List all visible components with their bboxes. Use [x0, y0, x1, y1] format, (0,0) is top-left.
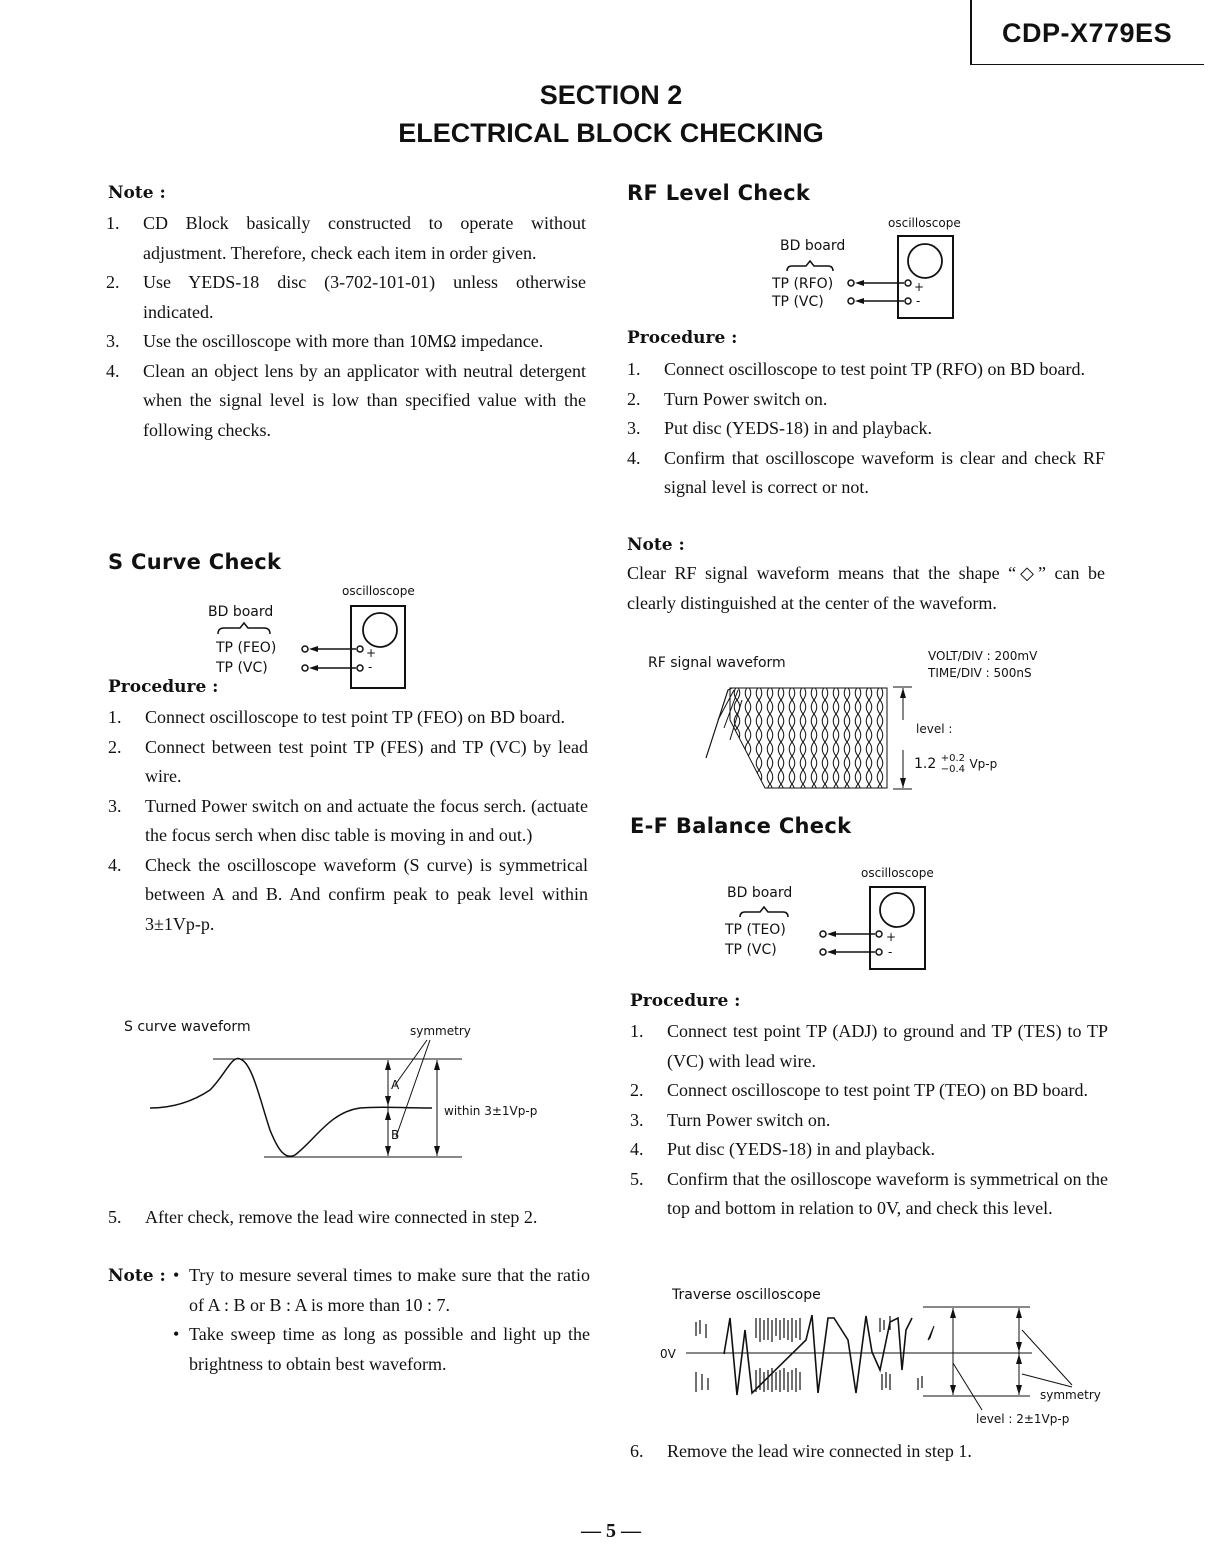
intro-note-item: 3. Use the oscilloscope with more than 10MΩ impedance.	[106, 331, 544, 351]
procedure-step: 4. Check the oscilloscope waveform (S curve) is symmetrical between A and B. And confirm peak to peak level within 3±1Vp-p.	[108, 854, 588, 934]
symmetry-label: symmetry	[410, 1024, 471, 1038]
b-label: B	[391, 1128, 400, 1142]
rf-note-label: Note :	[627, 535, 685, 555]
plus-terminal: +	[886, 930, 897, 944]
procedure-step: 2. Turn Power switch on.	[627, 388, 828, 409]
intro-note-item: 4. Clean an object lens by an applicator with neutral detergent when the signal level is low than specified value with the following checks.	[106, 360, 586, 440]
note-bullet-item: • Take sweep time as long as possible and light up the brightness to obtain best waveform.	[173, 1324, 590, 1374]
intro-note-item: 1. CD Block basically constructed to operate without adjustment. Therefore, check each item in order given.	[106, 213, 586, 263]
s-curve-title: S Curve Check	[108, 550, 282, 574]
procedure-step: 1. Connect oscilloscope to test point TP (FEO) on BD board.	[108, 707, 565, 727]
minus-terminal: -	[368, 660, 373, 674]
time-div: TIME/DIV : 500nS	[928, 666, 1032, 680]
oscilloscope-label: oscilloscope	[861, 866, 934, 880]
ef-step6: 6. Remove the lead wire connected in step 1.	[630, 1441, 972, 1461]
plus-terminal: +	[914, 280, 925, 294]
minus-terminal: -	[888, 945, 893, 959]
procedure-step: 3. Turned Power switch on and actuate the focus serch. (actuate the focus serch when disc table is moving in and out.)	[108, 795, 588, 845]
s-curve-note-label: Note :	[108, 1266, 166, 1286]
section-title: ELECTRICAL BLOCK CHECKING	[398, 118, 824, 148]
section-number: SECTION 2	[539, 80, 683, 110]
page-number: — 5 —	[581, 1520, 641, 1542]
s-curve-waveform-label: S curve waveform	[124, 1019, 251, 1035]
procedure-step: 1. Connect test point TP (ADJ) to ground and TP (TES) to TP (VC) with lead wire.	[630, 1021, 1108, 1071]
plus-terminal: +	[366, 646, 377, 660]
tp-vc-label: TP (VC)	[725, 942, 777, 958]
procedure-step: 2. Connect oscilloscope to test point TP (TEO) on BD board.	[630, 1080, 1088, 1100]
tp-feo-label: TP (FEO)	[216, 640, 277, 656]
procedure-step: 4. Put disc (YEDS-18) in and playback.	[630, 1139, 935, 1159]
board-label: BD board	[727, 885, 793, 901]
note-bullet-item: • Try to mesure several times to make sure that the ratio of A : B or B : A is more than 10 : 7.	[173, 1265, 590, 1315]
a-label: A	[391, 1078, 400, 1092]
procedure-step: 1. Connect oscilloscope to test point TP (RFO) on BD board.	[627, 359, 1085, 379]
intro-note-label: Note :	[108, 183, 166, 203]
board-label: BD board	[208, 604, 274, 620]
tp-vc-label: TP (VC)	[216, 660, 268, 676]
procedure-step: 3. Put disc (YEDS-18) in and playback.	[627, 418, 932, 438]
minus-terminal: -	[916, 294, 921, 308]
rf-level-title: RF Level Check	[627, 181, 811, 205]
tp-teo-label: TP (TEO)	[725, 922, 786, 938]
oscilloscope-label: oscilloscope	[342, 584, 415, 598]
volt-div: VOLT/DIV : 200mV	[928, 649, 1038, 663]
procedure-step: 5. Confirm that the osilloscope waveform is symmetrical on the top and bottom in relation to 0V, and check this level.	[630, 1168, 1108, 1218]
oscilloscope-label: oscilloscope	[888, 216, 961, 230]
board-label: BD board	[780, 238, 846, 254]
rf-level-label: level :	[916, 722, 953, 736]
s-curve-procedure-label: Procedure :	[108, 677, 219, 697]
procedure-step: 4. Confirm that oscilloscope waveform is clear and check RF signal level is correct or not.	[627, 447, 1105, 497]
procedure-step: 3. Turn Power switch on.	[630, 1109, 831, 1130]
ef-balance-title: E-F Balance Check	[630, 814, 852, 838]
s-curve-step5: 5. After check, remove the lead wire connected in step 2.	[108, 1207, 538, 1227]
rf-level-value: 1.2 +0.2 −0.4 Vp-p	[914, 753, 998, 775]
rf-note-text: Clear RF signal waveform means that the shape “◇” can be clearly distinguished at the center of the waveform.	[627, 563, 1105, 613]
ef-procedure-label: Procedure :	[630, 991, 741, 1011]
model-number: CDP-X779ES	[1002, 18, 1173, 48]
traverse-waveform-label: Traverse oscilloscope	[672, 1287, 821, 1303]
intro-note-item: 2. Use YEDS-18 disc (3-702-101-01) unless otherwise indicated.	[106, 272, 586, 322]
tp-rfo-label: TP (RFO)	[772, 276, 834, 292]
symmetry-label: symmetry	[1040, 1388, 1101, 1402]
rf-procedure-label: Procedure :	[627, 328, 738, 348]
tp-vc-label: TP (VC)	[772, 294, 824, 310]
rf-waveform-label: RF signal waveform	[648, 655, 786, 671]
zero-volt-label: 0V	[660, 1347, 676, 1361]
traverse-level-label: level : 2±1Vp-p	[976, 1412, 1070, 1426]
procedure-step: 2. Connect between test point TP (FES) and TP (VC) by lead wire.	[108, 736, 588, 786]
level-label: within 3±1Vp-p	[444, 1104, 538, 1118]
